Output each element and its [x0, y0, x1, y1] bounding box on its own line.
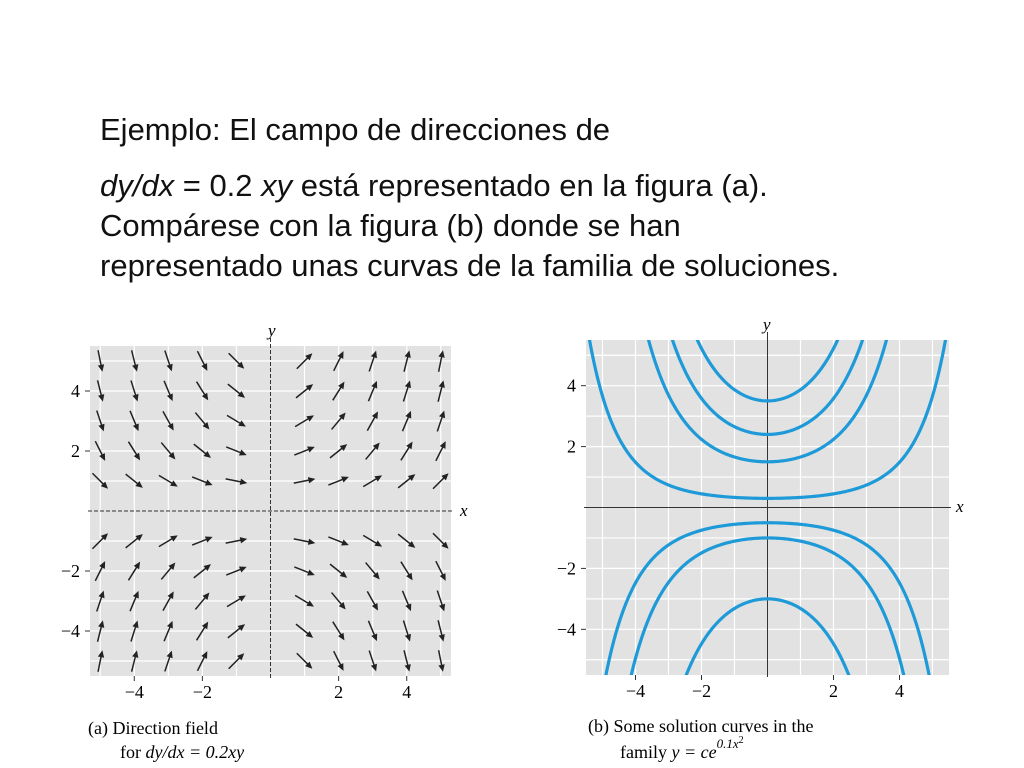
y-tick-label: 4	[567, 375, 576, 396]
x-tick-label: 2	[334, 682, 344, 702]
axis-label-y: y	[763, 315, 771, 334]
slide-line-4: representado unas curvas de la familia de soluciones.	[100, 248, 840, 283]
caption-b-exponent: 0.1x	[716, 736, 739, 751]
y-tick-label: 2	[567, 436, 576, 457]
solution-curves-panel	[557, 315, 964, 762]
y-tick-label: −2	[556, 558, 576, 579]
x-tick-label: 4	[402, 682, 412, 702]
y-tick-label: −2	[60, 561, 80, 581]
y-tick-label: −4	[60, 621, 80, 641]
x-tick-label: −4	[625, 681, 646, 701]
x-tick-label: −2	[192, 682, 212, 702]
slide-heading: Ejemplo: El campo de direcciones de	[100, 112, 611, 147]
caption-b-prefix: family	[620, 742, 672, 762]
x-tick-label: 2	[829, 681, 838, 701]
caption-b-exponent-square: 2	[738, 735, 744, 746]
equation-sign: = 0.2	[174, 168, 262, 203]
slide-line-3: Compárese con la figura (b) donde se han	[100, 208, 681, 243]
caption-a-prefix: for	[120, 742, 146, 762]
equation-dydx: dy/dx	[100, 168, 175, 203]
axis-label-y: y	[268, 321, 276, 340]
y-tick-label: 2	[71, 441, 80, 461]
x-tick-label: 4	[895, 681, 904, 701]
caption-a-equation: dy/dx = 0.2xy	[145, 742, 245, 762]
slide-line-2-rest: está representado en la figura (a).	[292, 168, 768, 203]
caption-b-line-1: (b) Some solution curves in the	[588, 716, 814, 736]
caption-a-line-2	[120, 742, 244, 762]
caption-a-line-1: (a) Direction field	[88, 718, 218, 738]
y-tick-label: 4	[71, 381, 80, 401]
x-tick-label: −2	[691, 681, 712, 701]
axis-label-x: x	[460, 501, 468, 520]
direction-field-panel	[61, 321, 468, 762]
axis-label-x: x	[956, 497, 964, 516]
caption-b-equation: y = ce	[671, 742, 717, 762]
equation-xy: xy	[261, 168, 293, 203]
y-tick-label: −4	[556, 619, 576, 640]
x-tick-label: −4	[124, 682, 144, 702]
caption-b-line-2	[620, 735, 744, 762]
